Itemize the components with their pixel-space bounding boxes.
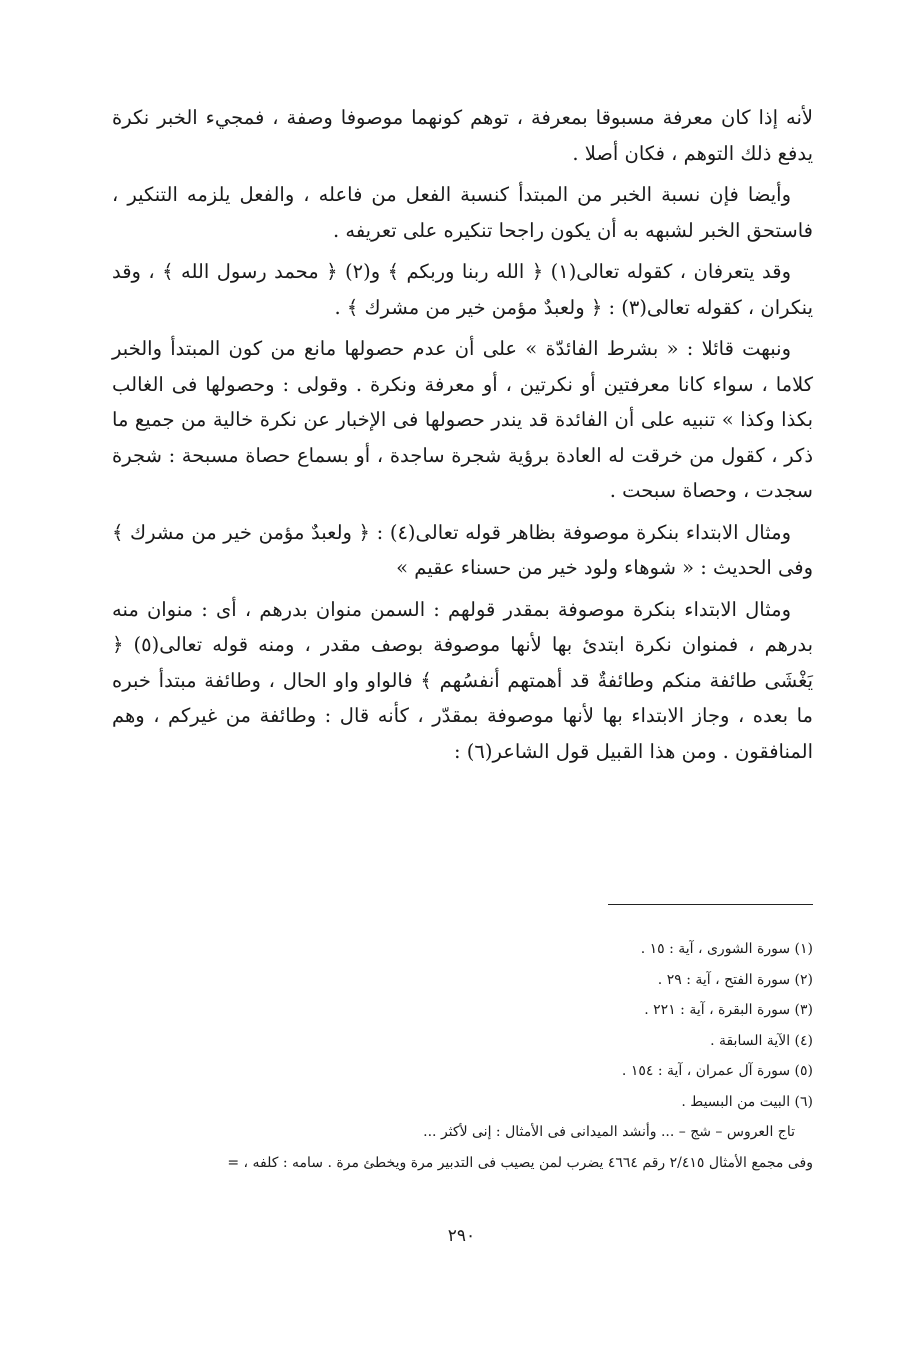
footnote: (٣) سورة البقرة ، آية : ٢٢١ . (644, 1002, 813, 1018)
footnote: (٥) سورة آل عمران ، آية : ١٥٤ . (621, 1063, 813, 1079)
footnote: (٦) البيت من البسيط . (681, 1093, 813, 1110)
footnote: (٤) الآية السابقة . (710, 1032, 813, 1049)
footnotes (112, 934, 813, 1178)
footnote-divider (608, 904, 813, 905)
paragraph: لأنه إذا كان معرفة مسبوقا بمعرفة ، توهم كونهما موصوفا وصفة ، فمجيء الخبر نكرة يدفع ذلك التوهم ، فكان أصلا . (112, 106, 813, 165)
paragraph: ومثال الابتداء بنكرة موصوفة بمقدر قولهم : السمن منوان بدرهم ، أى : منوان منه بدرهم ، فمنوان نكرة ابتدئ بها لأنها موصوفة بوصف مقدر ، ومنه قوله تعالى(٥) ﴿ يَغْشَى طائفة منكم وطائفةٌ قد أهمتهم أنفسُهم ﴾ فالواو واو الحال ، وطائفة مبتدأ خبره ما بعده ، وجاز الابتداء بها لأنها موصوفة بمقدّر ، كأنه قال : وطائفة من غيركم ، وهم المنافقون . ومن هذا القبيل قول الشاعر(٦) : (112, 597, 813, 763)
paragraph: وقد يتعرفان ، كقوله تعالى(١) ﴿ الله ربنا وربكم ﴾ و(٢) ﴿ محمد رسول الله ﴾ ، وقد ينكران ، كقوله تعالى(٣) : ﴿ ولعبدٌ مؤمن خير من مشرك ﴾ . (112, 260, 813, 319)
page-number: ٢٩٠ (447, 1226, 476, 1246)
footnote-continuation: تاج العروس – شج – ... وأنشد الميدانى فى الأمثال : إنى لأكثر ... (423, 1124, 795, 1140)
paragraph: وأيضا فإن نسبة الخبر من المبتدأ كنسبة الفعل من فاعله ، والفعل يلزمه التنكير ، فاستحق الخبر لشبهه به أن يكون راجحا تنكيره على تعريفه . (112, 183, 813, 242)
main-text (112, 100, 813, 775)
footnote: (٢) سورة الفتح ، آية : ٢٩ . (657, 971, 813, 988)
footnote-continuation: وفى مجمع الأمثال ٢/٤١٥ رقم ٤٦٦٤ يضرب لمن يصيب فى التدبير مرة ويخطئ مرة . سامه : كلفه ، = (227, 1154, 813, 1171)
paragraph: ومثال الابتداء بنكرة موصوفة بظاهر قوله تعالى(٤) : ﴿ ولعبدٌ مؤمن خير من مشرك ﴾ وفى الحديث : « شوهاء ولود خير من حسناء عقيم » (112, 520, 813, 579)
footnote: (١) سورة الشورى ، آية : ١٥ . (640, 941, 813, 957)
paragraph: ونبهت قائلا : « بشرط الفائدّة » على أن عدم حصولها مانع من كون المبتدأ والخبر كلاما ، سواء كانا معرفتين أو نكرتين ، أو معرفة ونكرة . وقولى : وحصولها فى الغالب بكذا وكذا » تنبيه على أن الفائدة قد يندر حصولها فى الإخبار عن نكرة خالية من جميع ما ذكر ، كقول من خرقت له العادة برؤية شجرة ساجدة ، أو بسماع حصاة مسبحة : شجرة سجدت ، وحصاة سبحت . (112, 337, 813, 502)
